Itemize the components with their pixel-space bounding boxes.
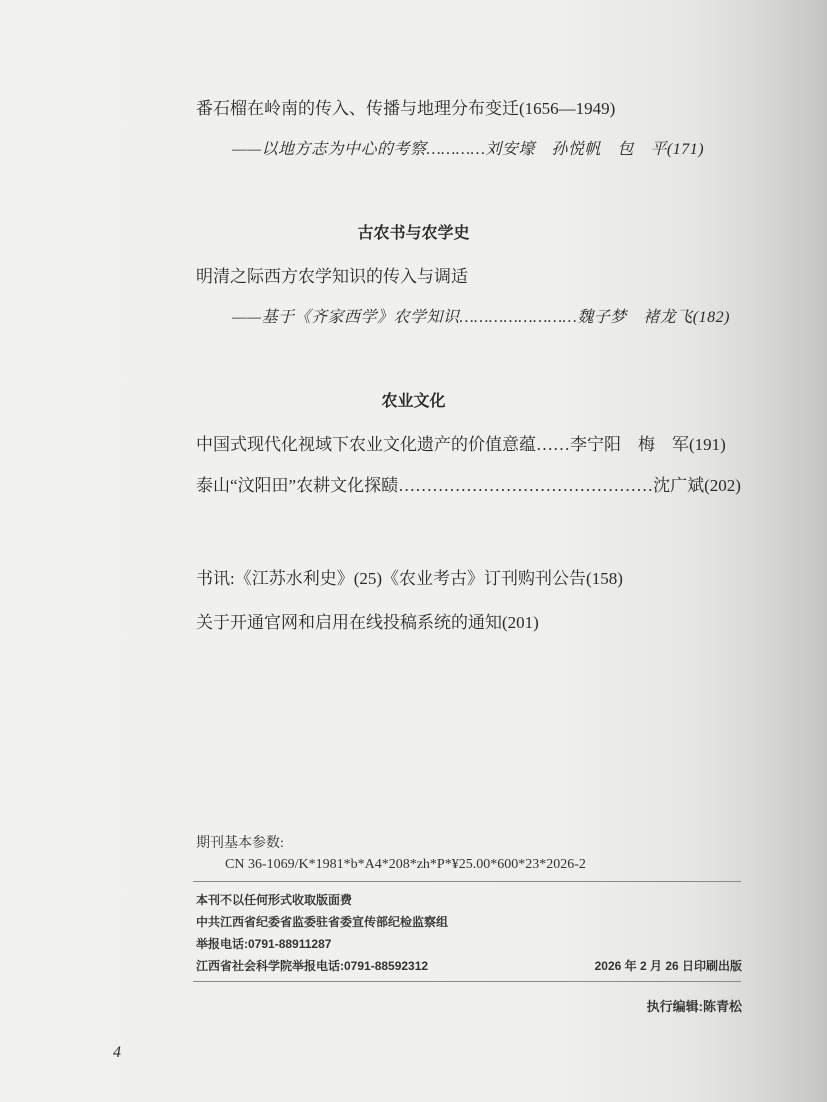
- notice-website: 关于开通官网和启用在线投稿系统的通知(201): [196, 613, 539, 632]
- footer-supervision-group: 中共江西省纪委省监委驻省委宣传部纪检监察组: [196, 915, 449, 929]
- page-number: 4: [113, 1044, 121, 1061]
- footer-academy-report-phone: 江西省社会科学院举报电话:0791-88592312: [196, 959, 429, 973]
- executive-editor: 执行编辑:陈青松: [646, 999, 742, 1014]
- footer-print-date: 2026 年 2 月 26 日印刷出版: [594, 959, 742, 973]
- params-code: CN 36-1069/K*1981*b*A4*208*zh*P*¥25.00*600*23*2026-2: [225, 857, 586, 872]
- footer-report-phone: 举报电话:0791-88911287: [196, 937, 332, 951]
- article-title-western-agronomy: 明清之际西方农学知识的传入与调适: [196, 267, 468, 286]
- section-heading-agri-culture: 农业文化: [381, 393, 446, 410]
- article-subtitle-guava: ——以地方志为中心的考察…………刘安壕 孙悦帆 包 平(171): [232, 141, 705, 158]
- article-subtitle-western-agronomy: ——基于《齐家西学》农学知识……………………魏子梦 褚龙飞(182): [232, 309, 730, 326]
- article-title-guava: 番石榴在岭南的传入、传播与地理分布变迁(1656—1949): [196, 99, 616, 118]
- divider-top: [193, 881, 741, 882]
- article-title-heritage-value: 中国式现代化视域下农业文化遗产的价值意蕴……李宁阳 梅 军(191): [196, 435, 726, 454]
- notice-books: 书讯:《江苏水利史》(25)《农业考古》订刊购刊公告(158): [196, 569, 623, 588]
- article-title-taishan-wenyang: 泰山“汶阳田”农耕文化探赜………………………………………沈广斌(202): [196, 476, 741, 495]
- params-label: 期刊基本参数:: [196, 836, 284, 851]
- footer-no-fee: 本刊不以任何形式收取版面费: [196, 893, 353, 907]
- section-heading-ancient-books: 古农书与农学史: [357, 225, 470, 242]
- divider-bottom: [193, 981, 741, 982]
